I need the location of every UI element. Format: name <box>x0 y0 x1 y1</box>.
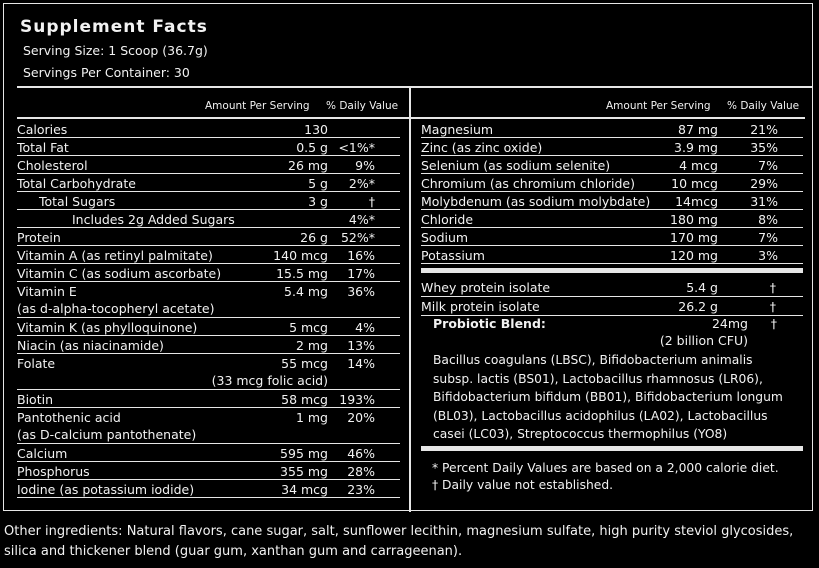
nutrient-daily-value: 21% <box>750 122 778 137</box>
thick-separator <box>421 268 803 273</box>
nutrient-daily-value: 23% <box>347 482 375 497</box>
nutrient-daily-value: 2%* <box>348 176 375 191</box>
nutrient-amount: 34 mcg <box>281 482 328 497</box>
nutrient-name: Iodine (as potassium iodide) <box>17 482 195 497</box>
table-row <box>421 210 803 228</box>
table-row <box>421 138 803 156</box>
nutrient-amount: 5 g <box>308 176 328 191</box>
table-row <box>421 120 803 138</box>
nutrient-daily-value: 9% <box>355 158 375 173</box>
nutrient-daily-value: 14% <box>347 356 375 371</box>
nutrient-amount: 170 mg <box>670 230 718 245</box>
nutrient-daily-value: 31% <box>750 194 778 209</box>
nutrient-name: Vitamin K (as phylloquinone) <box>17 320 198 335</box>
nutrient-daily-value: 20% <box>347 410 375 425</box>
nutrient-name: Includes 2g Added Sugars <box>72 212 235 227</box>
footnote-percent: * Percent Daily Values are based on a 2,000 calorie diet. <box>432 461 779 475</box>
table-row <box>17 228 400 246</box>
nutrient-amount: 26 mg <box>288 158 328 173</box>
probiotic-dv: † <box>770 316 777 331</box>
nutrient-daily-value: 52%* <box>340 230 375 245</box>
probiotic-name: Probiotic Blend: <box>433 316 546 331</box>
nutrient-daily-value: 4%* <box>348 212 375 227</box>
nutrient-amount: 595 mg <box>280 446 328 461</box>
nutrient-daily-value: 46% <box>347 446 375 461</box>
nutrient-amount: 55 mcg <box>281 356 328 371</box>
nutrient-daily-value: 193% <box>339 392 375 407</box>
footnotes <box>432 460 779 494</box>
nutrient-amount: 15.5 mg <box>276 266 328 281</box>
column-divider <box>409 86 411 512</box>
nutrient-daily-value: 7% <box>758 158 778 173</box>
nutrient-name: Potassium <box>421 248 485 263</box>
nutrient-amount: 87 mg <box>678 122 718 137</box>
nutrient-amount: 5 mcg <box>289 320 328 335</box>
nutrient-daily-value: † <box>769 280 776 295</box>
footnote-dagger: † Daily value not established. <box>432 478 614 492</box>
table-row <box>17 408 400 444</box>
nutrient-daily-value: 3% <box>758 248 778 263</box>
nutrient-name: Cholesterol <box>17 158 88 173</box>
nutrient-amount: 14mcg <box>675 194 718 209</box>
table-row <box>421 192 803 210</box>
nutrient-daily-value: 4% <box>355 320 375 335</box>
nutrient-amount: 3 g <box>308 194 328 209</box>
nutrient-amount: 130 <box>304 122 328 137</box>
left-header-rule <box>17 117 409 119</box>
nutrient-daily-value: 35% <box>750 140 778 155</box>
nutrient-amount: 140 mcg <box>273 248 328 263</box>
table-row <box>17 318 400 336</box>
nutrient-name: Calories <box>17 122 68 137</box>
table-row <box>17 264 400 282</box>
nutrient-amount: 355 mg <box>280 464 328 479</box>
nutrient-name: Biotin <box>17 392 53 407</box>
nutrient-name: Niacin (as niacinamide) <box>17 338 164 353</box>
footnote-separator <box>421 446 803 451</box>
table-row <box>17 336 400 354</box>
nutrient-amount: 120 mg <box>670 248 718 263</box>
nutrient-subtext: (as D-calcium pantothenate) <box>17 427 197 442</box>
nutrient-daily-value: 16% <box>347 248 375 263</box>
nutrient-daily-value: 8% <box>758 212 778 227</box>
nutrient-daily-value: 13% <box>347 338 375 353</box>
table-row <box>421 246 803 264</box>
right-amount-header: Amount Per Serving <box>606 100 711 112</box>
probiotic-strains: Bacillus coagulans (LBSC), Bifidobacterium animalis subsp. lactis (BS01), Lactobacillus rhamnosus (LR06), Bifidobacterium bifidum (BB01), Bifidobacterium longum (BL03), Lactobacillus acidophilus (LA02), Lactobacillus casei (LC03), Streptococcus thermophilus (YO8) <box>433 353 783 441</box>
table-row <box>421 278 803 297</box>
top-rule <box>17 86 813 88</box>
nutrient-name: Milk protein isolate <box>421 299 540 314</box>
nutrient-name: Phosphorus <box>17 464 90 479</box>
nutrient-name: Chloride <box>421 212 474 227</box>
nutrient-name: Folate <box>17 356 56 371</box>
left-dv-header: % Daily Value <box>326 100 399 112</box>
nutrient-daily-value: 28% <box>347 464 375 479</box>
panel-title: Supplement Facts <box>20 17 208 37</box>
nutrient-amount: 58 mcg <box>281 392 328 407</box>
nutrient-daily-value: 7% <box>758 230 778 245</box>
table-row <box>17 444 400 462</box>
nutrient-amount: 1 mg <box>295 410 328 425</box>
left-amount-header: Amount Per Serving <box>205 100 310 112</box>
other-ingredients: Other ingredients: Natural flavors, cane sugar, salt, sunflower lecithin, magnesium sulfate, high purity steviol glycosides, silica and thickener blend (guar gum, xanthan gum and carrageenan). <box>4 524 794 559</box>
table-row <box>17 246 400 264</box>
table-row <box>17 192 400 210</box>
nutrient-name: Total Carbohydrate <box>17 176 136 191</box>
nutrient-daily-value: 17% <box>347 266 375 281</box>
table-row <box>421 297 803 316</box>
nutrient-name: Chromium (as chromium chloride) <box>421 176 635 191</box>
nutrient-daily-value: † <box>769 299 776 314</box>
nutrient-amount: 26 g <box>300 230 328 245</box>
nutrient-daily-value: 29% <box>750 176 778 191</box>
nutrient-amount: 10 mcg <box>671 176 718 191</box>
table-row <box>421 174 803 192</box>
probiotic-cfu: (2 billion CFU) <box>659 333 748 348</box>
table-row <box>17 462 400 480</box>
table-row <box>17 354 400 390</box>
nutrient-daily-value: 36% <box>347 284 375 299</box>
nutrient-amount: 0.5 g <box>296 140 328 155</box>
nutrient-name: Total Sugars <box>39 194 116 209</box>
nutrient-name: Whey protein isolate <box>421 280 551 295</box>
nutrient-amount: 180 mg <box>670 212 718 227</box>
nutrient-daily-value: † <box>368 194 375 209</box>
table-row <box>17 138 400 156</box>
probiotic-amount: 24mg <box>711 316 748 331</box>
table-row <box>17 390 400 408</box>
nutrient-amount: 3.9 mg <box>674 140 718 155</box>
nutrient-name: Molybdenum (as sodium molybdate) <box>421 194 651 209</box>
nutrient-subtext: (33 mcg folic acid) <box>211 373 328 388</box>
table-row <box>17 210 400 228</box>
nutrient-name: Selenium (as sodium selenite) <box>421 158 611 173</box>
nutrient-amount: 2 mg <box>295 338 328 353</box>
table-row <box>17 174 400 192</box>
nutrient-name: Vitamin A (as retinyl palmitate) <box>17 248 213 263</box>
nutrient-amount: 5.4 mg <box>284 284 328 299</box>
table-row <box>421 228 803 246</box>
nutrient-name: Vitamin C (as sodium ascorbate) <box>17 266 222 281</box>
nutrient-amount: 26.2 g <box>678 299 718 314</box>
nutrient-name: Pantothenic acid <box>17 410 121 425</box>
table-row <box>17 120 400 138</box>
nutrient-name: Total Fat <box>17 140 69 155</box>
right-dv-header: % Daily Value <box>727 100 800 112</box>
servings-per-container: Servings Per Container: 30 <box>23 65 190 80</box>
nutrient-amount: 5.4 g <box>686 280 718 295</box>
nutrient-name: Protein <box>17 230 61 245</box>
nutrient-name: Magnesium <box>421 122 494 137</box>
nutrient-name: Zinc (as zinc oxide) <box>421 140 543 155</box>
nutrient-daily-value: <1%* <box>338 140 375 155</box>
nutrient-name: Vitamin E <box>17 284 77 299</box>
table-row <box>17 480 400 498</box>
nutrient-name: Sodium <box>421 230 469 245</box>
table-row <box>17 282 400 318</box>
serving-size: Serving Size: 1 Scoop (36.7g) <box>23 43 208 58</box>
probiotic-row <box>433 316 803 352</box>
table-row <box>421 156 803 174</box>
nutrient-amount: 4 mcg <box>679 158 718 173</box>
nutrient-subtext: (as d-alpha-tocopheryl acetate) <box>17 301 215 316</box>
table-row <box>17 156 400 174</box>
nutrient-name: Calcium <box>17 446 68 461</box>
right-header-rule <box>409 117 805 119</box>
